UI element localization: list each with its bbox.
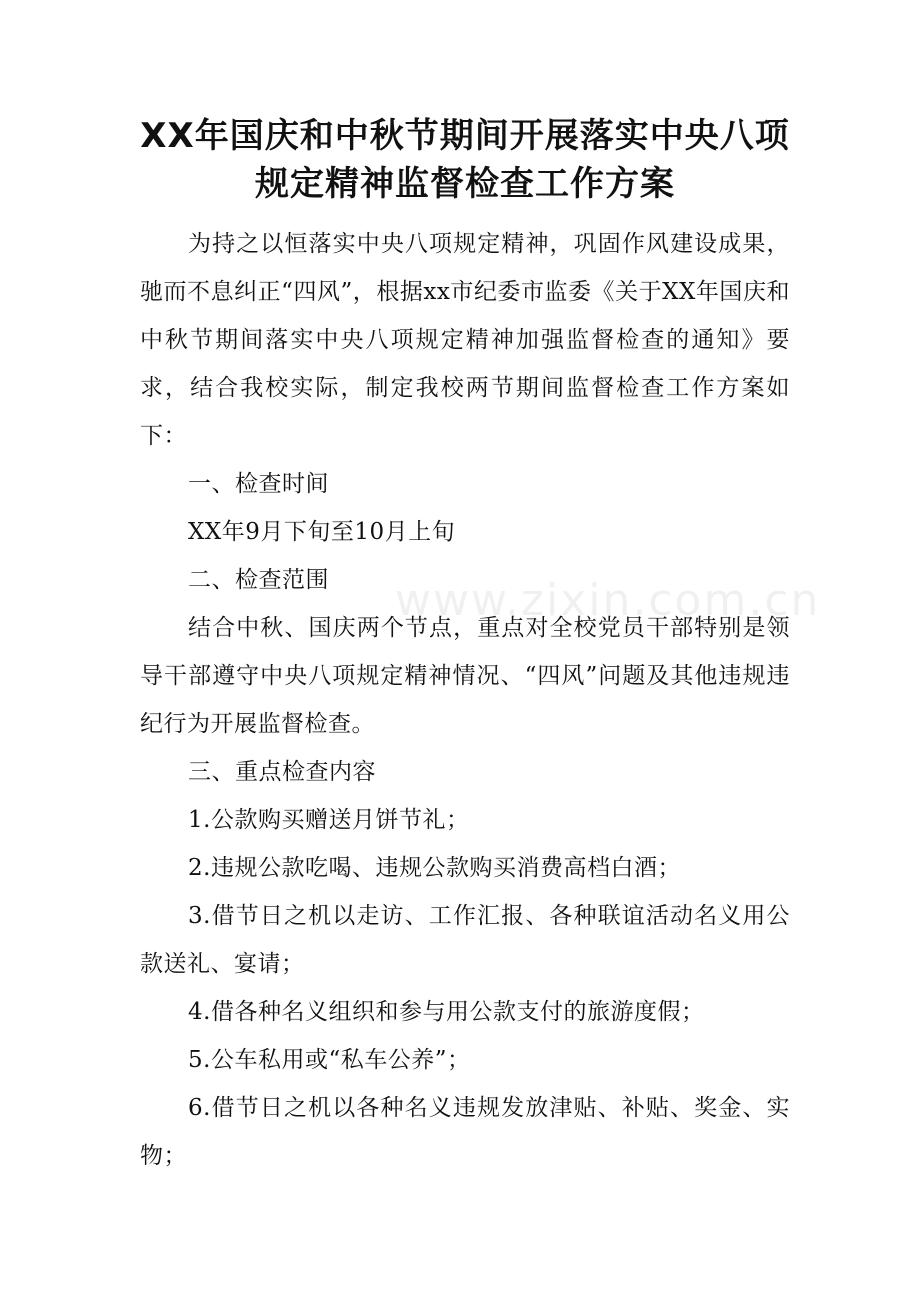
section-heading-content: 三、重点检查内容 — [188, 759, 376, 785]
list-item: 3.借节日之机以走访、工作汇报、各种联谊活动名义用公款送礼、宴请； — [140, 903, 790, 977]
watermark: www.zixin.com.cn — [395, 575, 821, 626]
list-item: 4.借各种名义组织和参与用公款支付的旅游度假； — [188, 999, 705, 1025]
list-item: 2.违规公款吃喝、违规公款购买消费高档白酒； — [188, 855, 681, 881]
list-item: 6.借节日之机以各种名义违规发放津贴、补贴、奖金、实物； — [140, 1095, 790, 1169]
list-item: 5.公车私用或“私车公养”； — [188, 1047, 471, 1073]
section-body-scope: 结合中秋、国庆两个节点，重点对全校党员干部特别是领导干部遵守中央八项规定精神情况、“四风”问题及其他违规违纪行为开展监督检查。 — [140, 615, 790, 737]
section-heading-time: 一、检查时间 — [188, 471, 329, 497]
section-heading-scope: 二、检查范围 — [188, 567, 329, 593]
document-page — [140, 112, 790, 1180]
intro-paragraph: 为持之以恒落实中央八项规定精神，巩固作风建设成果，驰而不息纠正“四风”，根据xx市纪委市监委《关于XX年国庆和中秋节期间落实中央八项规定精神加强监督检查的通知》要求，结合我校实际，制定我校两节期间监督检查工作方案如下： — [140, 231, 790, 449]
section-body-time: XX年9月下旬至10月上旬 — [188, 519, 456, 545]
list-item: 1.公款购买赠送月饼节礼； — [188, 807, 470, 833]
document-title: XX年国庆和中秋节期间开展落实中央八项规定精神监督检查工作方案 — [140, 116, 790, 204]
